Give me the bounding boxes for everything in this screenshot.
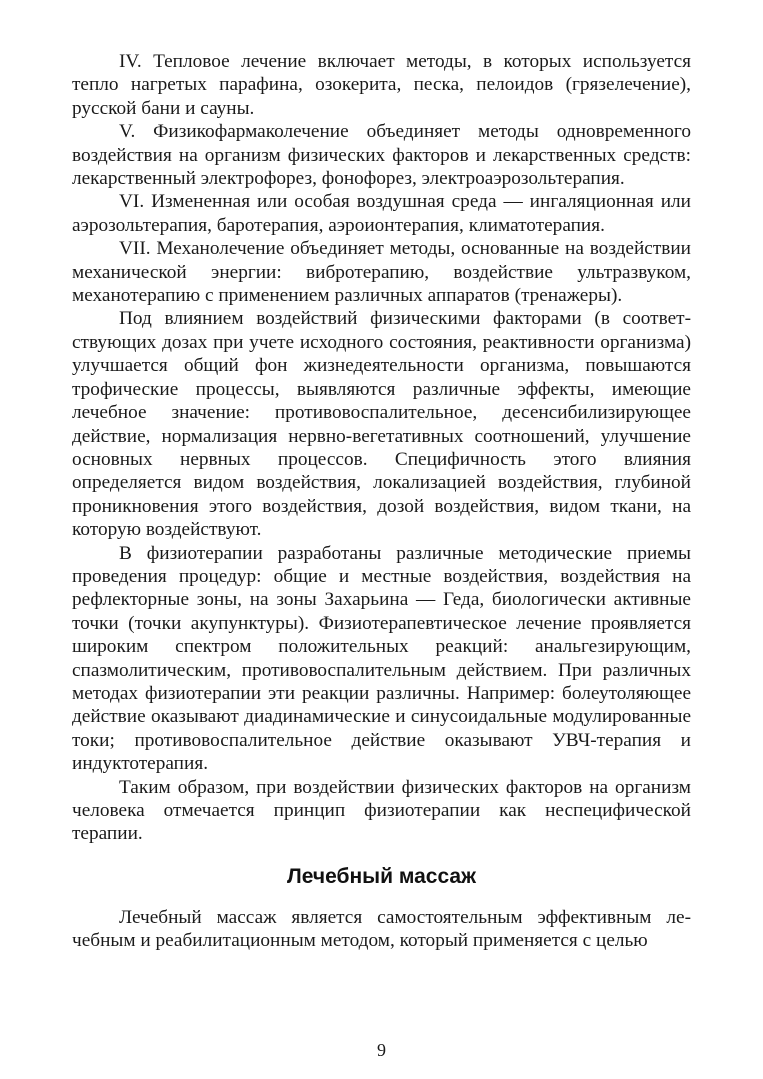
- paragraph-massage-intro: Лечебный массаж является самостоятельным эффективным лечебным и реабилитационным методом, который применяется с целью: [72, 906, 691, 952]
- paragraph-methodical-techniques: В физиотерапии разработаны различные методические приемы проведения процедур: общие и местные воздействия, воздействия на рефлекторные зоны, на зоны Захарьина — Геда, биологически активные точки (точки акупунктуры). Физиотерапевтическое лечение проявляется широким спектром положительных реакций: анальгезирующим, спазмолитическим, противовоспалительным действием. При различных методах физиотерапии эти реакции различны. Например: болеутоляющее действие оказывают диадинамические и синусоидальные модулированные токи; противовоспалительное действие оказывают УВЧ-терапия и индуктотерапия.: [72, 542, 691, 775]
- paragraph-air-environment: VI. Измененная или особая воздушная среда — ингаляционная или аэрозольтерапия, баротерапия, аэроионтерапия, климатотерапия.: [72, 191, 691, 236]
- paragraph-physicopharmacotherapy: V. Физикофармаколечение объединяет методы одновременного воздействия на организм физических факторов и лекарственных средств: лекарственный электрофорез, фонофорез, электроаэрозольтерапия.: [72, 121, 691, 190]
- page-body: [72, 50, 691, 953]
- page-number: 9: [377, 1040, 386, 1060]
- paragraph-physical-factors-effects: Под влиянием воздействий физическими факторами (в соответствующих дозах при учете исходного состояния, реактивности организма) улучшается общий фон жизнедеятельности организма, повышаются трофические процессы, выявляются различные эффекты, имеющие лечебное значение: противовоспалительное, десенсибилизирующее действие, нормализация нервно-вегетативных соотношений, улучшение основных нервных процессов. Специфичность этого влияния определяется видом воздействия, локализацией воздействия, глубиной проникновения этого воздействия, дозой воздействия, видом ткани, на которую воздействуют.: [72, 308, 691, 541]
- paragraph-conclusion: Таким образом, при воздействии физических факторов на организм человека отмечается принцип физиотерапии как неспецифической терапии.: [72, 776, 691, 845]
- paragraph-thermal-treatment: IV. Тепловое лечение включает методы, в которых используется тепло нагретых парафина, озокерита, песка, пелоидов (грязелечение), русской бани и сауны.: [72, 51, 691, 119]
- section-heading-therapeutic-massage: Лечебный массаж: [287, 864, 476, 888]
- paragraph-mechanotherapy: VII. Механолечение объединяет методы, основанные на воздействии механической энергии: вибротерапию, воздействие ультразвуком, механотерапию с применением различных аппаратов (тренажеры).: [72, 238, 691, 307]
